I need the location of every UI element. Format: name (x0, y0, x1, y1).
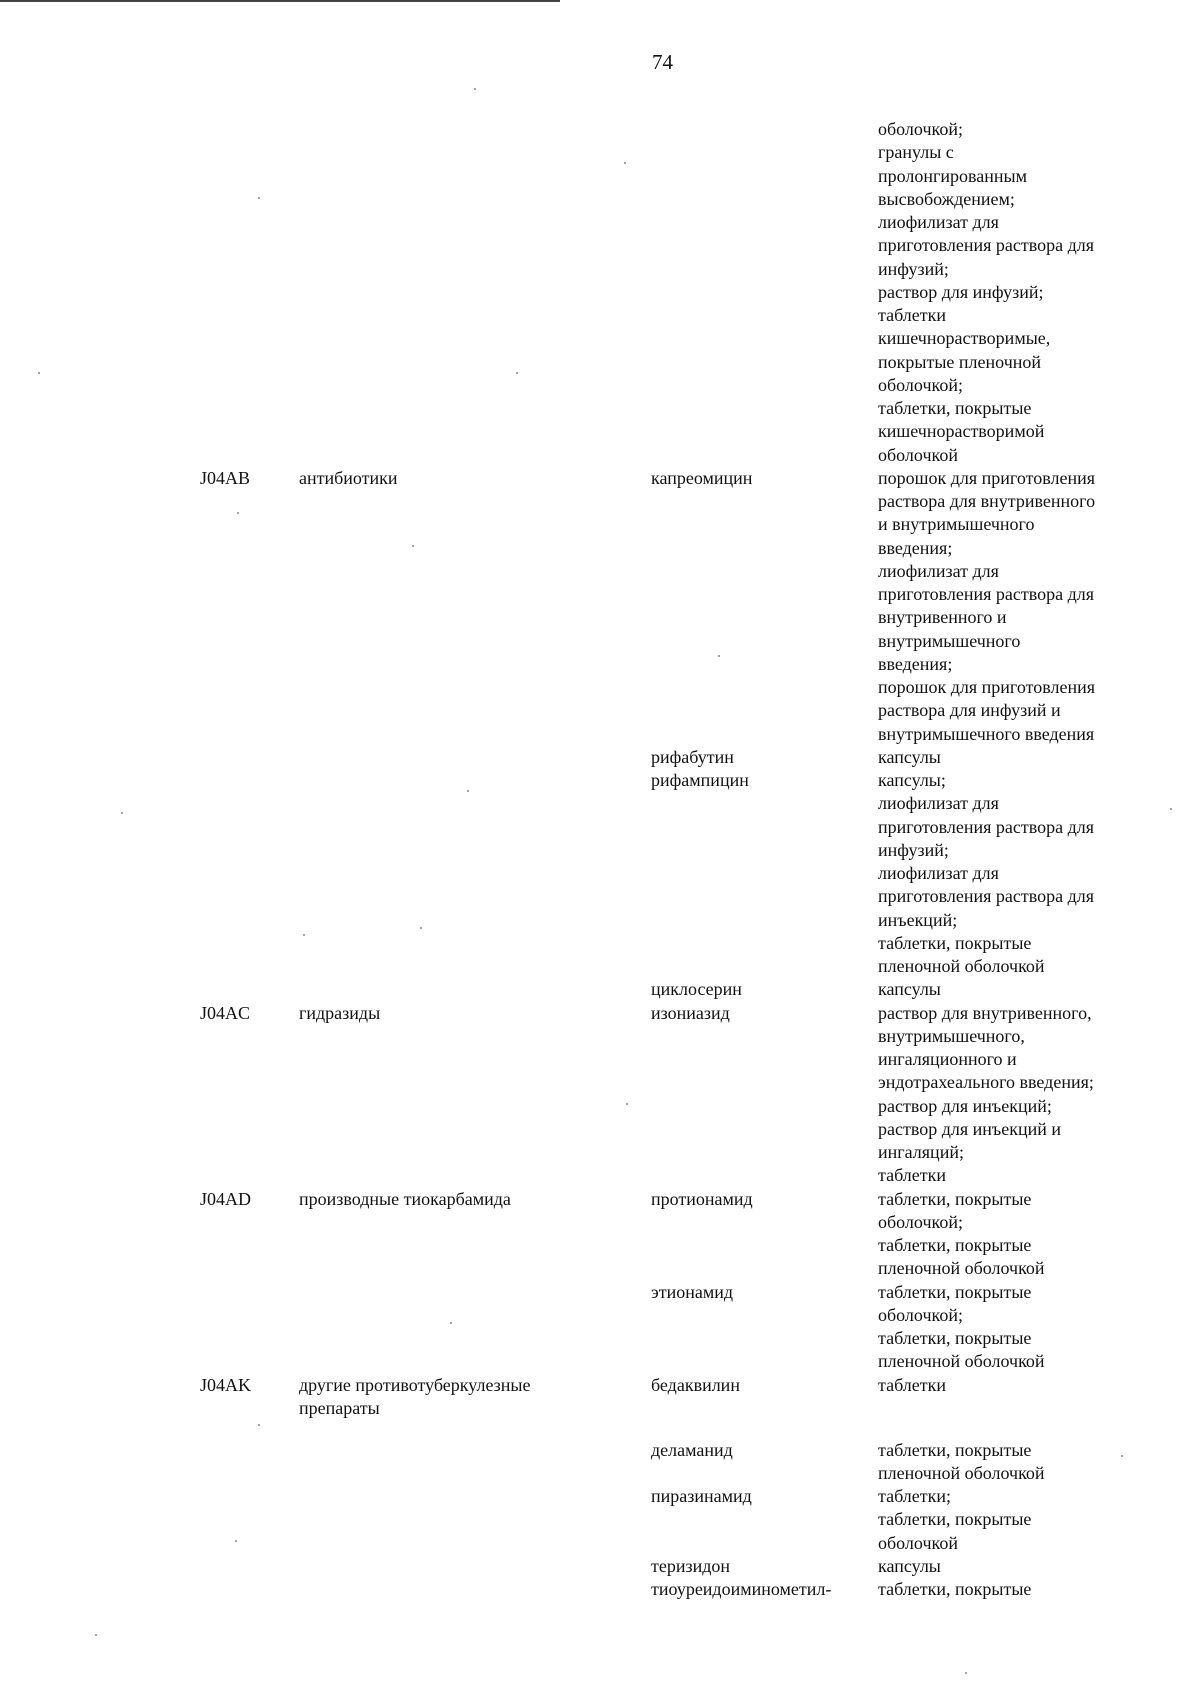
dosage-form-line: оболочкой; (878, 375, 963, 395)
dosage-form-line: капсулы; (878, 770, 946, 790)
dosage-form-line: оболочкой; (878, 1212, 963, 1232)
dosage-form-line: лиофилизат для (878, 561, 999, 581)
atc-code: J04AD (200, 1189, 252, 1209)
drug-name: деламанид (651, 1440, 733, 1460)
dosage-form-line: таблетки (878, 1165, 947, 1185)
dosage-form-line: раствор для внутривенного, (878, 1003, 1092, 1023)
dosage-form-line: таблетки, покрытые (878, 398, 1032, 418)
dosage-form-line: оболочкой; (878, 1305, 963, 1325)
dosage-form-line: инфузий; (878, 840, 949, 860)
scan-speck (474, 88, 476, 90)
scan-speck (450, 1322, 452, 1324)
drug-name: бедаквилин (651, 1375, 740, 1395)
drug-name: капреомицин (651, 468, 753, 488)
dosage-form-line: оболочкой (878, 445, 958, 465)
dosage-form-line: таблетки (878, 1375, 947, 1395)
scan-speck (516, 372, 518, 374)
dosage-form-line: приготовления раствора для (878, 235, 1094, 255)
dosage-form-line: таблетки, покрытые (878, 1235, 1032, 1255)
drug-name: этионамид (651, 1282, 734, 1302)
dosage-form-line: внутримышечного введения (878, 724, 1095, 744)
drug-name: циклосерин (651, 979, 742, 999)
scan-speck (1170, 808, 1172, 810)
dosage-form-line: внутривенного и (878, 607, 1007, 627)
scan-speck (95, 1634, 97, 1636)
dosage-form-line: пролонгированным (878, 166, 1028, 186)
dosage-form-line: приготовления раствора для (878, 817, 1094, 837)
dosage-form-line: лиофилизат для (878, 793, 999, 813)
drug-name: теризидон (651, 1556, 731, 1576)
dosage-form-line: инфузий; (878, 259, 949, 279)
group-name: другие противотуберкулезные (299, 1375, 531, 1395)
dosage-form-line: приготовления раствора для (878, 886, 1094, 906)
dosage-form-line: введения; (878, 538, 953, 558)
dosage-form-line: пленочной оболочкой (878, 1258, 1045, 1278)
dosage-form-line: внутримышечного, (878, 1026, 1025, 1046)
dosage-form-line: пленочной оболочкой (878, 956, 1045, 976)
drug-name: тиоуреидоиминометил- (651, 1579, 832, 1599)
scan-speck (237, 512, 239, 514)
dosage-form-line: раствор для инфузий; (878, 282, 1044, 302)
dosage-form-line: капсулы (878, 1556, 941, 1576)
dosage-form-line: введения; (878, 654, 953, 674)
dosage-form-line: пленочной оболочкой (878, 1351, 1045, 1371)
dosage-form-line: таблетки (878, 305, 947, 325)
top-border-line (0, 0, 560, 2)
group-name: гидразиды (299, 1003, 381, 1023)
dosage-form-line: таблетки; (878, 1486, 952, 1506)
dosage-form-line: и внутримышечного (878, 514, 1035, 534)
scan-speck (467, 790, 469, 792)
scan-speck (1121, 1455, 1123, 1457)
group-name: препараты (299, 1398, 380, 1418)
atc-code: J04AB (200, 468, 251, 488)
dosage-form-line: оболочкой; (878, 119, 963, 139)
dosage-form-line: высвобождением; (878, 189, 1015, 209)
drug-name: рифампицин (651, 770, 749, 790)
drug-name: рифабутин (651, 747, 734, 767)
scan-speck (626, 1103, 628, 1105)
dosage-form-line: приготовления раствора для (878, 584, 1094, 604)
dosage-form-line: лиофилизат для (878, 863, 999, 883)
dosage-form-line: раствора для внутривенного (878, 491, 1096, 511)
dosage-form-line: капсулы (878, 979, 941, 999)
scan-speck (258, 1424, 260, 1426)
dosage-form-line: лиофилизат для (878, 212, 999, 232)
dosage-form-line: ингаляционного и (878, 1049, 1017, 1069)
scan-speck (624, 162, 626, 164)
dosage-form-line: порошок для приготовления (878, 468, 1096, 488)
atc-code: J04AK (200, 1375, 252, 1395)
dosage-form-line: кишечнорастворимые, (878, 328, 1051, 348)
dosage-form-line: таблетки, покрытые (878, 1189, 1032, 1209)
dosage-form-line: порошок для приготовления (878, 677, 1096, 697)
dosage-form-line: внутримышечного (878, 631, 1021, 651)
dosage-form-line: таблетки, покрытые (878, 1440, 1032, 1460)
dosage-form-line: гранулы с (878, 142, 954, 162)
dosage-form-line: раствора для инфузий и (878, 700, 1061, 720)
dosage-form-line: таблетки, покрытые (878, 1579, 1032, 1599)
dosage-form-line: покрытые пленочной (878, 352, 1042, 372)
dosage-form-line: эндотрахеального введения; (878, 1072, 1094, 1092)
dosage-form-line: раствор для инъекций; (878, 1096, 1052, 1116)
scan-speck (303, 934, 305, 936)
dosage-form-line: раствор для инъекций и (878, 1119, 1061, 1139)
dosage-form-line: капсулы (878, 747, 941, 767)
scan-speck (412, 545, 414, 547)
dosage-form-line: пленочной оболочкой (878, 1463, 1045, 1483)
drug-name: пиразинамид (651, 1486, 752, 1506)
scan-speck (235, 1540, 237, 1542)
dosage-form-line: оболочкой (878, 1533, 958, 1553)
group-name: антибиотики (299, 468, 398, 488)
atc-code: J04AC (200, 1003, 251, 1023)
group-name: производные тиокарбамида (299, 1189, 511, 1209)
scan-speck (121, 812, 123, 814)
scan-speck (420, 927, 422, 929)
scan-speck (718, 655, 720, 657)
dosage-form-line: инъекций; (878, 910, 958, 930)
dosage-form-line: ингаляций; (878, 1142, 964, 1162)
dosage-form-line: таблетки, покрытые (878, 1282, 1032, 1302)
page-number: 74 (652, 50, 673, 74)
scan-speck (38, 372, 40, 374)
dosage-form-line: таблетки, покрытые (878, 1509, 1032, 1529)
dosage-form-line: кишечнорастворимой (878, 421, 1045, 441)
drug-name: изониазид (651, 1003, 730, 1023)
drug-name: протионамид (651, 1189, 753, 1209)
scan-speck (965, 1672, 967, 1674)
dosage-form-line: таблетки, покрытые (878, 933, 1032, 953)
dosage-form-line: таблетки, покрытые (878, 1328, 1032, 1348)
scan-speck (258, 197, 260, 199)
